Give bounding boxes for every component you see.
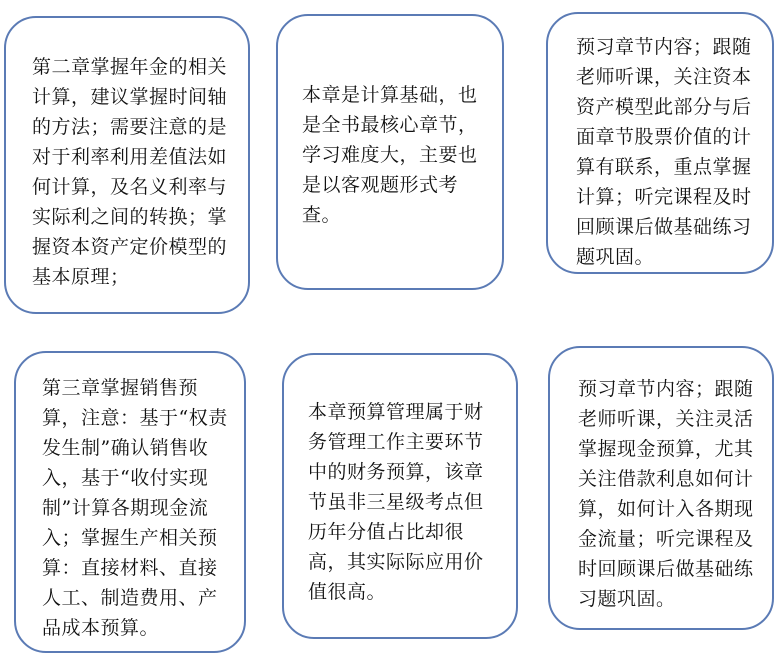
card-chapter2-study-method [546, 12, 774, 274]
card-text: 第二章掌握年金的相关计算，建议掌握时间轴的方法；需要注意的是对于利率利用差值法如何计算，及名义利率与实际利之间的转换；掌握资本资产定价模型的基本原理； [32, 56, 228, 288]
card-chapter2-importance [276, 14, 504, 290]
card-chapter3-summary [14, 351, 246, 653]
card-chapter3-study-method [548, 346, 774, 630]
card-text: 第三章掌握销售预算，注意：基于“权责发生制”确认销售收入，基于“收付实现制”计算各期现金流入；掌握生产相关预算：直接材料、直接人工、制造费用、产品成本预算。 [42, 377, 228, 639]
card-text: 本章是计算基础，也是全书最核心章节，学习难度大，主要也是以客观题形式考查。 [302, 84, 478, 226]
card-text: 本章预算管理属于财务管理工作主要环节中的财务预算，该章节虽非三星级考点但历年分值占比却很高，其实际际应用价值很高。 [308, 401, 484, 603]
card-chapter2-summary [4, 16, 250, 314]
card-chapter3-importance [282, 353, 518, 639]
card-text: 预习章节内容；跟随老师听课，关注灵活掌握现金预算，尤其关注借款利息如何计算，如何计入各期现金流量；听完课程及时回顾课后做基础练习题巩固。 [578, 378, 754, 610]
card-text: 预习章节内容；跟随老师听课，关注资本资产模型此部分与后面章节股票价值的计算有联系，重点掌握计算；听完课程及时回顾课后做基础练习题巩固。 [576, 36, 752, 268]
